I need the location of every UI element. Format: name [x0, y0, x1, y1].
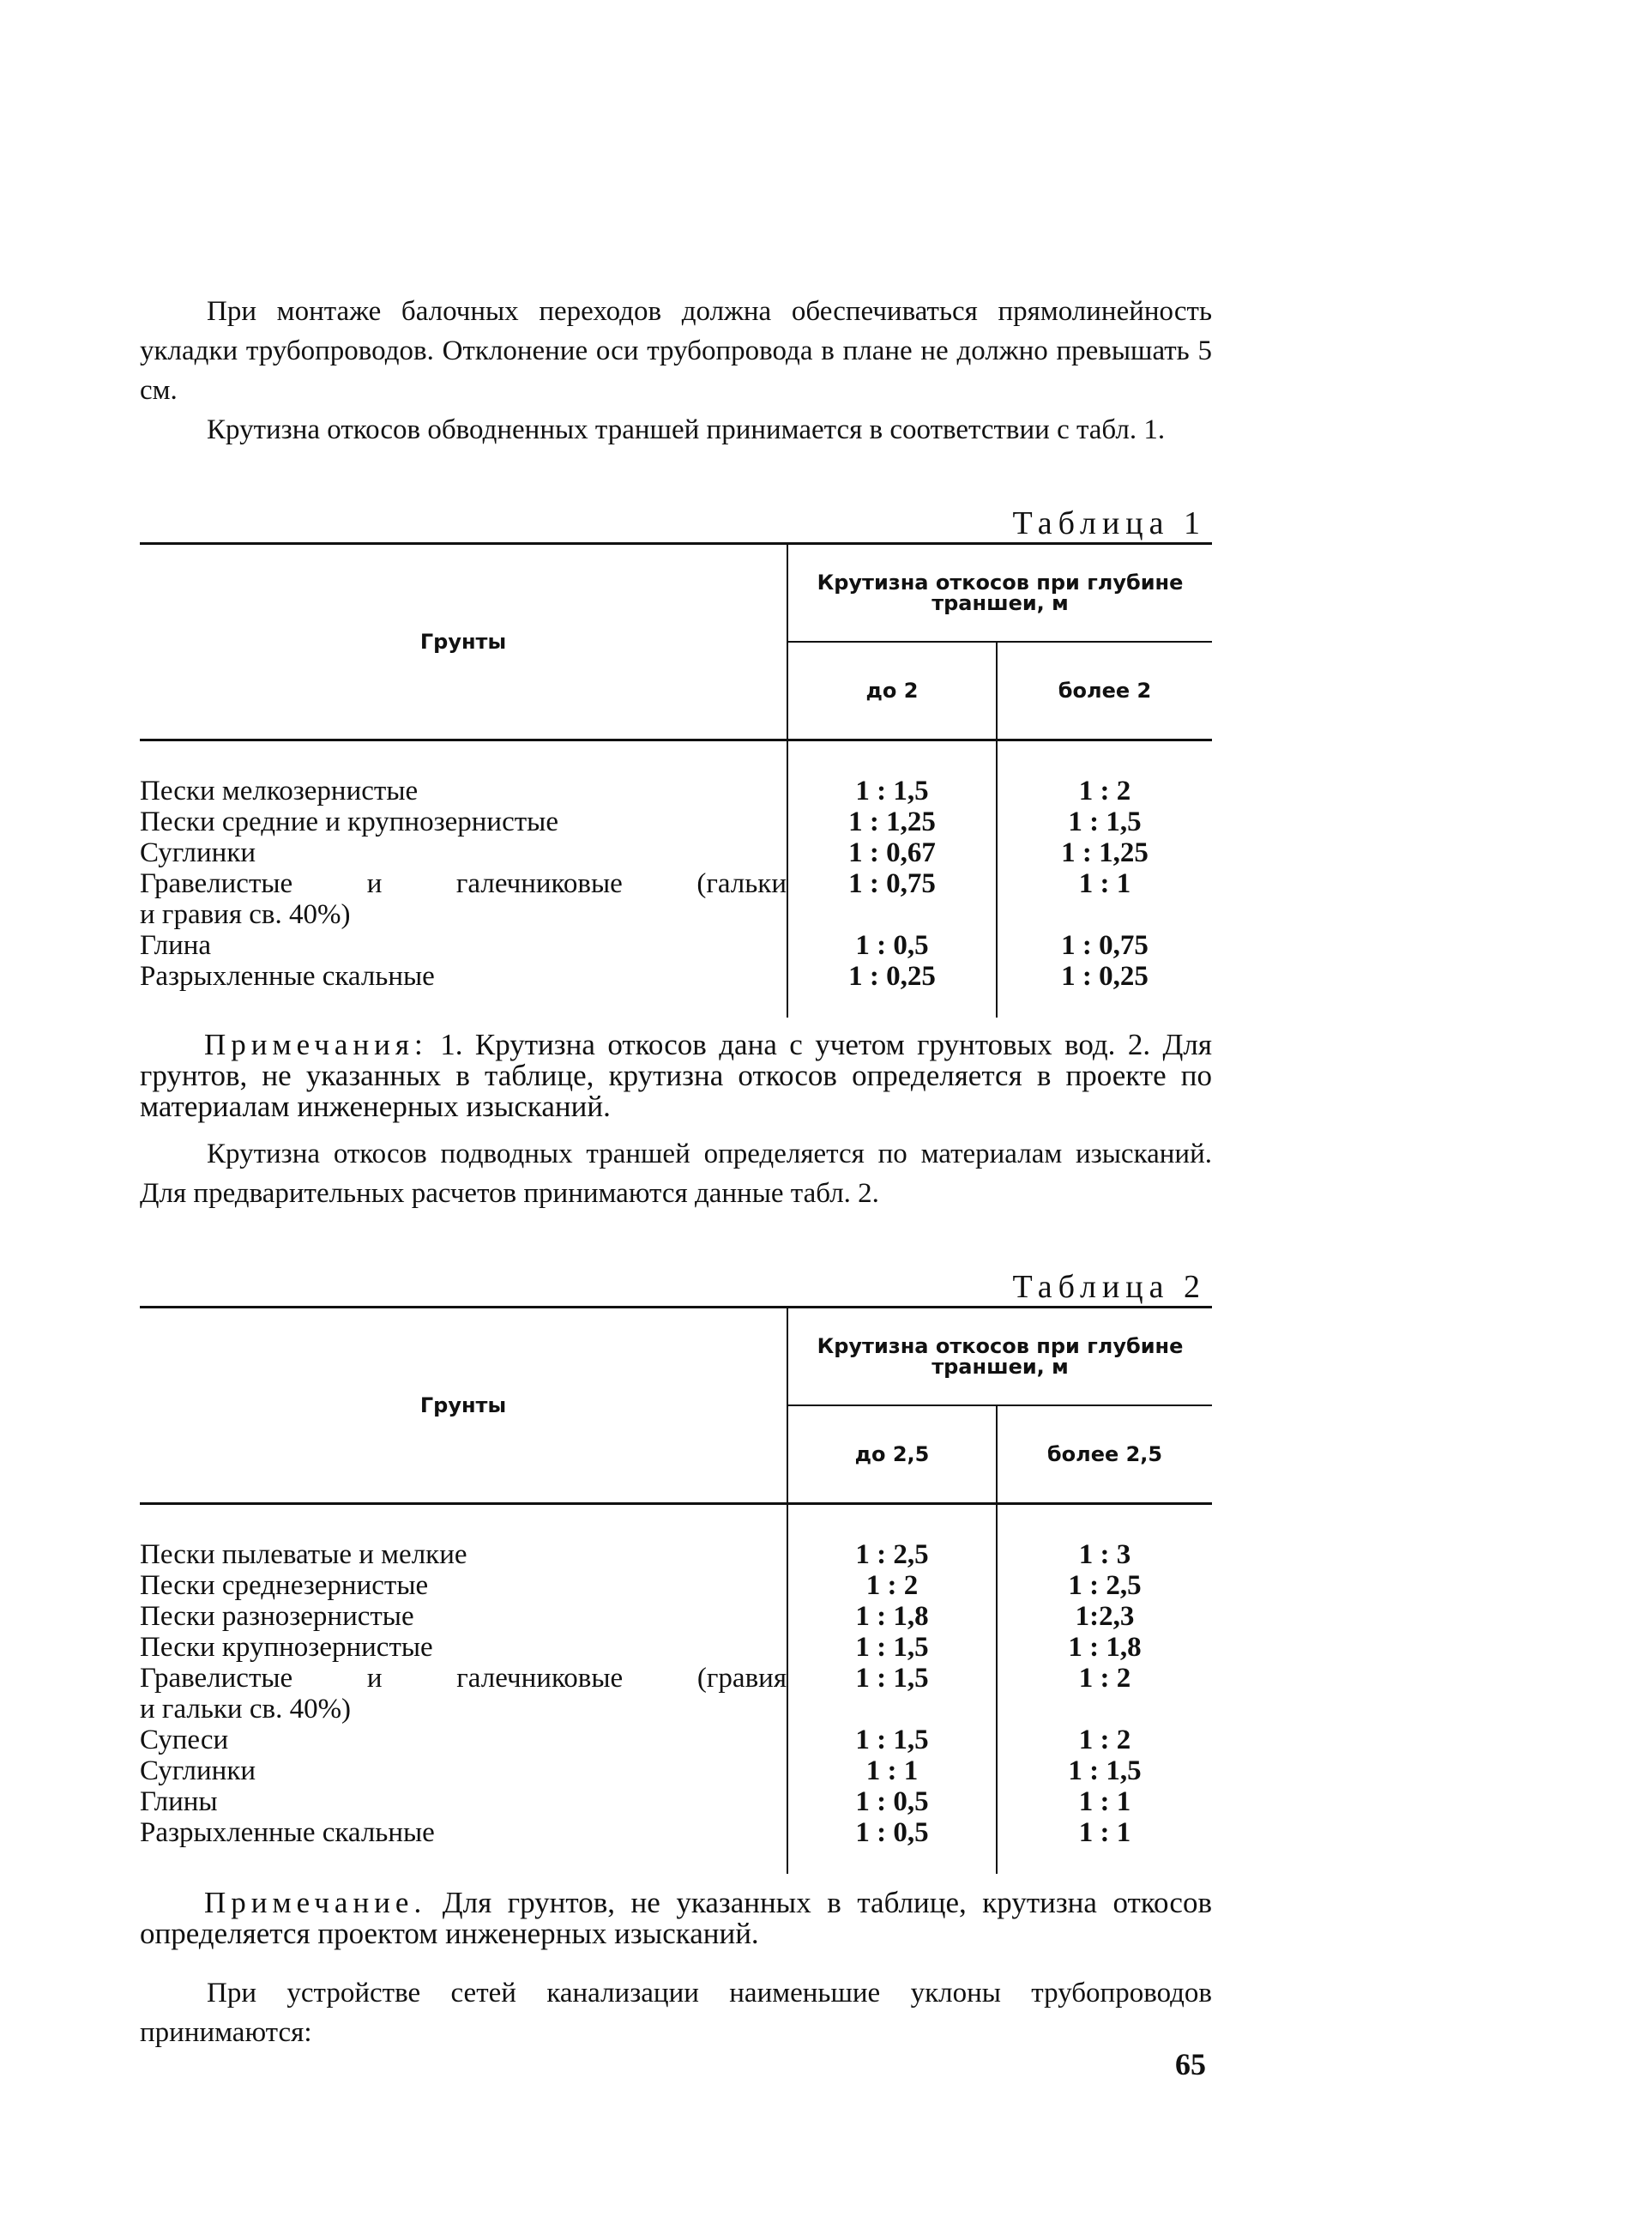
table-2-value-b: 1 : 2,5: [997, 1570, 1212, 1601]
table-2-value-b: 1 : 3: [997, 1539, 1212, 1570]
table-2-value-a: 1 : 1,5: [787, 1663, 997, 1725]
table-1-header-col-b: более 2: [997, 642, 1212, 740]
table-2-ground: Пески пылеватые и мелкие: [140, 1539, 467, 1570]
table-row: [140, 1539, 1212, 1570]
table-2-ground: Пески крупнозернистые: [140, 1632, 433, 1663]
table-1-ground-continued: и гравия св. 40%): [140, 899, 351, 930]
table-2-value-a: 1 : 2: [787, 1570, 997, 1601]
table-1-value-b: 1 : 1,5: [997, 806, 1212, 837]
table-2-caption: Таблица 2: [1012, 1269, 1206, 1305]
table-2-ground: Пески разнозернистые: [140, 1601, 414, 1632]
table-2-header-steepness: Крутизна откосов при глубине траншеи, м: [787, 1308, 1212, 1406]
table-row: [140, 1725, 1212, 1755]
table-2-note-text: Для грунтов, не указанных в таблице, крутизна откосов определяется проектом инженерных изысканий.: [140, 1886, 1212, 1950]
table-1: [140, 542, 1212, 1018]
table-1-caption: Таблица 1: [1012, 505, 1206, 541]
table-2-value-a: 1 : 0,5: [787, 1817, 997, 1848]
table-1-header-col-a: до 2: [787, 642, 997, 740]
table-1-ground: Гравелистые и галечниковые (гальки: [140, 868, 787, 899]
table-1-value-a: 1 : 0,25: [787, 961, 997, 992]
table-row: [140, 837, 1212, 868]
table-2-note: [140, 1888, 1212, 1949]
table-1-value-a: 1 : 1,5: [787, 776, 997, 806]
table-1-value-b: 1 : 0,25: [997, 961, 1212, 992]
table-2-ground: Гравелистые и галечниковые (гравия: [140, 1663, 787, 1694]
table-1-note: [140, 1030, 1212, 1122]
table-row: [140, 1786, 1212, 1817]
table-row: [140, 961, 1212, 992]
table-row: [140, 1570, 1212, 1601]
table-1-value-a: 1 : 0,5: [787, 930, 997, 961]
paragraph-4: При устройстве сетей канализации наименьшие уклоны трубопроводов принимаются:: [140, 1978, 1212, 2048]
table-row: [140, 1632, 1212, 1663]
table-1-value-a: 1 : 0,67: [787, 837, 997, 868]
table-2-header-col-b: более 2,5: [997, 1405, 1212, 1504]
table-1-value-b: 1 : 1: [997, 868, 1212, 930]
table-2-value-a: 1 : 0,5: [787, 1786, 997, 1817]
table-2-note-head: Примечание.: [204, 1886, 427, 1919]
table-1-value-a: 1 : 1,25: [787, 806, 997, 837]
table-2-value-a: 1 : 2,5: [787, 1539, 997, 1570]
table-row: [140, 776, 1212, 806]
table-1-value-b: 1 : 1,25: [997, 837, 1212, 868]
table-2-value-a: 1 : 1,5: [787, 1632, 997, 1663]
table-2-ground: Супеси: [140, 1725, 229, 1755]
table-1-ground: Пески средние и крупнозернистые: [140, 806, 558, 837]
table-row: [140, 1755, 1212, 1786]
table-2-header-ground: Грунты: [140, 1308, 787, 1504]
paragraph-3: Крутизна откосов подводных траншей определяется по материалам изысканий. Для предварительных расчетов принимаются данные табл. 2.: [140, 1139, 1212, 1209]
paragraph-2: Крутизна откосов обводненных траншей принимается в соответствии с табл. 1.: [207, 414, 1166, 445]
table-row: [140, 868, 1212, 930]
table-1-ground: Глина: [140, 930, 212, 961]
table-2-ground: Глины: [140, 1786, 218, 1817]
table-row: [140, 930, 1212, 961]
table-2-header-col-a: до 2,5: [787, 1405, 997, 1504]
table-1-value-b: 1 : 0,75: [997, 930, 1212, 961]
table-2-ground-continued: и гальки св. 40%): [140, 1694, 352, 1725]
table-row: [140, 1817, 1212, 1848]
table-2-value-b: 1 : 2: [997, 1663, 1212, 1725]
table-2-value-a: 1 : 1: [787, 1755, 997, 1786]
page-number: 65: [1175, 2047, 1206, 2081]
table-2-ground: Суглинки: [140, 1755, 256, 1786]
table-row: [140, 1663, 1212, 1725]
table-1-ground: Суглинки: [140, 837, 256, 868]
table-2-ground: Пески среднезернистые: [140, 1570, 429, 1601]
table-2-value-b: 1 : 1: [997, 1817, 1212, 1848]
table-1-note-text: 1. Крутизна откосов дана с учетом грунтовых вод. 2. Для грунтов, не указанных в таблице, крутизна откосов определяется в проекте по материалам инженерных изысканий.: [140, 1028, 1212, 1123]
table-1-header-steepness: Крутизна откосов при глубине траншеи, м: [787, 544, 1212, 643]
table-1-header-ground: Грунты: [140, 544, 787, 740]
paragraph-1: При монтаже балочных переходов должна обеспечиваться прямолинейность укладки трубопроводов. Отклонение оси трубопровода в плане не должно превышать 5 см.: [140, 296, 1212, 406]
table-2-value-b: 1:2,3: [997, 1601, 1212, 1632]
table-2-value-b: 1 : 1,5: [997, 1755, 1212, 1786]
table-2-value-b: 1 : 1,8: [997, 1632, 1212, 1663]
table-1-value-a: 1 : 0,75: [787, 868, 997, 930]
table-1-value-b: 1 : 2: [997, 776, 1212, 806]
table-1-ground: Разрыхленные скальные: [140, 961, 435, 992]
table-1-ground: Пески мелкозернистые: [140, 776, 419, 806]
table-row: [140, 1601, 1212, 1632]
table-2: [140, 1306, 1212, 1874]
table-2-ground: Разрыхленные скальные: [140, 1817, 435, 1848]
table-row: [140, 806, 1212, 837]
table-2-value-a: 1 : 1,8: [787, 1601, 997, 1632]
table-2-value-b: 1 : 1: [997, 1786, 1212, 1817]
table-1-note-head: Примечания:: [204, 1028, 428, 1061]
table-2-value-a: 1 : 1,5: [787, 1725, 997, 1755]
table-2-value-b: 1 : 2: [997, 1725, 1212, 1755]
